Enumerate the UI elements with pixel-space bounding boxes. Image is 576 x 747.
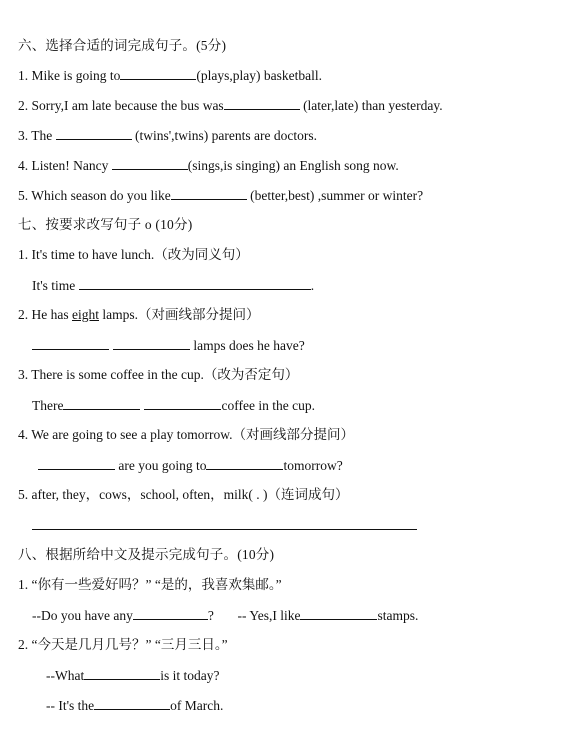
section-7-heading: 七、按要求改写句子 o (10分): [18, 217, 193, 232]
s7-q4: 4. We are going to see a play tomorrow.（对画线部分提问）: [18, 427, 354, 442]
s8-q1-a-pre: --Do you have any: [32, 608, 133, 623]
s8-q1-answer: [32, 607, 418, 624]
section-8-heading: 八、根据所给中文及提示完成句子。(10分): [18, 547, 275, 562]
s7-q2-answer: [32, 337, 305, 354]
s7-q4-answer-mid: are you going to: [115, 458, 207, 473]
s6-item-5: [18, 187, 423, 204]
s8-q1-a-mid: ? -- Yes,I like: [207, 608, 301, 623]
s8-q1: 1. “你有一些爱好吗？” “是的，我喜欢集邮。”: [18, 577, 282, 592]
s8-q2: 2. “今天是几月几号？” “三月三日。”: [18, 637, 228, 652]
s7-q5-answer: [32, 517, 417, 534]
s7-q3: 3. There is some coffee in the cup.（改为否定句）: [18, 367, 299, 382]
s8-q2-blank-2[interactable]: [94, 697, 170, 710]
s7-q2-blank-2[interactable]: [113, 337, 190, 350]
s6-item-3-post: (twins',twins) parents are doctors.: [131, 128, 318, 143]
s7-q3-blank-1[interactable]: [63, 397, 140, 410]
s8-q2-answer-1: [46, 667, 219, 684]
s6-item-2: [18, 97, 443, 114]
s8-q2-a2-pre: -- It's the: [46, 698, 95, 713]
s6-item-3-blank[interactable]: [56, 127, 132, 140]
s7-q4-blank-1[interactable]: [38, 457, 115, 470]
s6-item-1-blank[interactable]: [120, 67, 196, 80]
s7-q1-answer-post: .: [310, 278, 315, 293]
s7-q4-answer-post: tomorrow?: [283, 458, 343, 473]
s6-item-4: [18, 157, 399, 174]
s7-q1-blank[interactable]: [79, 277, 311, 290]
s8-q1-a-post: stamps.: [377, 608, 419, 623]
s6-item-3: [18, 127, 317, 144]
s7-q1-answer-pre: It's time: [32, 278, 79, 293]
s7-q2-post: lamps.（对画线部分提问）: [99, 307, 260, 322]
s6-item-2-blank[interactable]: [224, 97, 300, 110]
s8-q1-blank-2[interactable]: [300, 607, 377, 620]
s7-q2-underlined-word: eight: [72, 307, 99, 322]
s7-q3-blank-2[interactable]: [144, 397, 221, 410]
s6-item-2-post: (later,late) than yesterday.: [299, 98, 443, 113]
s8-q2-a1-pre: --What: [46, 668, 85, 683]
s6-item-4-blank[interactable]: [112, 157, 188, 170]
s8-q2-blank-1[interactable]: [84, 667, 160, 680]
s6-item-1: [18, 67, 322, 84]
s6-item-4-post: (sings,is singing) an English song now.: [187, 158, 399, 173]
s8-q1-blank-1[interactable]: [133, 607, 208, 620]
s6-item-5-post: (better,best) ,summer or winter?: [246, 188, 424, 203]
s8-q2-a2-post: of March.: [170, 698, 224, 713]
s7-q3-answer-post: coffee in the cup.: [221, 398, 315, 413]
s7-q1-answer: [32, 277, 314, 294]
s6-item-5-blank[interactable]: [171, 187, 247, 200]
s6-item-2-pre: 2. Sorry,I am late because the bus was: [18, 98, 224, 113]
s7-q3-answer: [32, 397, 315, 414]
s7-q4-answer: [38, 457, 343, 474]
s7-q2-blank-1[interactable]: [32, 337, 109, 350]
s8-q2-answer-2: [46, 697, 223, 714]
s6-item-1-post: (plays,play) basketball.: [196, 68, 322, 83]
s7-q2-pre: 2. He has: [18, 307, 72, 322]
s7-q3-answer-pre: There: [32, 398, 64, 413]
s6-item-4-pre: 4. Listen! Nancy: [18, 158, 112, 173]
s8-q2-a1-post: is it today?: [160, 668, 220, 683]
s7-q2-answer-post: lamps does he have?: [190, 338, 305, 353]
s7-q2: [18, 307, 260, 323]
s7-q4-blank-2[interactable]: [206, 457, 283, 470]
s6-item-5-pre: 5. Which season do you like: [18, 188, 171, 203]
s7-q5: 5. after, they，cows，school, often，milk( . )（连词成句）: [18, 487, 349, 502]
s7-q1: 1. It's time to have lunch.（改为同义句）: [18, 247, 249, 262]
s6-item-1-pre: 1. Mike is going to: [18, 68, 121, 83]
s7-q5-blank[interactable]: [32, 517, 417, 530]
s6-item-3-pre: 3. The: [18, 128, 56, 143]
section-6-heading: 六、选择合适的词完成句子。(5分): [18, 38, 227, 53]
